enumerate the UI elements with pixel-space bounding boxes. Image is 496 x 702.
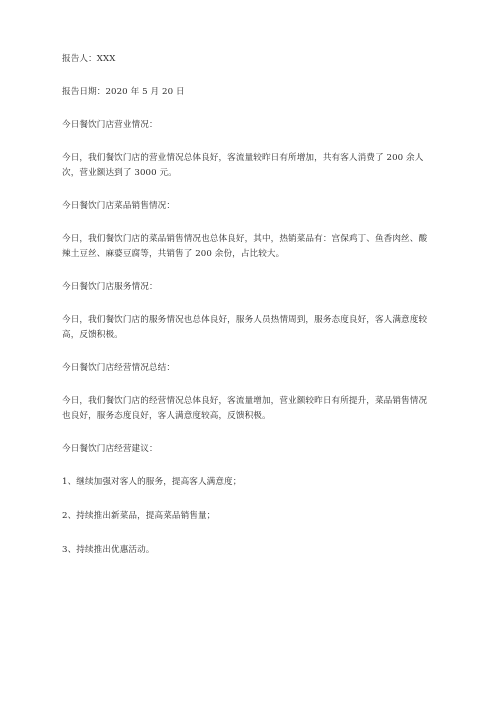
section-heading-service: 今日餐饮门店服务情况： xyxy=(62,282,158,292)
section-heading-dish-sales: 今日餐饮门店菜品销售情况： xyxy=(62,201,176,211)
suggestion-item-3: 3、持续推出优惠活动。 xyxy=(62,545,155,555)
suggestion-item-2: 2、持续推出新菜品，提高菜品销售量； xyxy=(62,511,216,521)
section-heading-suggestions: 今日餐饮门店经营建议： xyxy=(62,444,158,454)
report-date-line: 报告日期：2020 年 5 月 20 日 xyxy=(62,87,185,97)
section-heading-summary: 今日餐饮门店经营情况总结： xyxy=(62,363,176,373)
section-heading-business: 今日餐饮门店营业情况： xyxy=(62,120,158,130)
report-document xyxy=(62,52,434,558)
reporter-line: 报告人：XXX xyxy=(62,54,116,64)
suggestion-item-1: 1、继续加强对客人的服务，提高客人满意度； xyxy=(62,477,242,487)
section-body-dish-sales: 今日，我们餐饮门店的菜品销售情况也总体良好，其中，热销菜品有：宫保鸡丁、鱼香肉丝、酸辣土豆丝、麻婆豆腐等，共销售了 200 余份，占比较大。 xyxy=(62,234,428,259)
section-body-service: 今日，我们餐饮门店的服务情况也总体良好，服务人员热情周到，服务态度良好，客人满意度较高，反馈积极。 xyxy=(62,315,428,340)
section-body-business: 今日，我们餐饮门店的营业情况总体良好，客流量较昨日有所增加，共有客人消费了 200 余人次，营业额达到了 3000 元。 xyxy=(62,153,424,178)
section-body-summary: 今日，我们餐饮门店的经营情况总体良好，客流量增加，营业额较昨日有所提升，菜品销售情况也良好，服务态度良好，客人满意度较高，反馈积极。 xyxy=(62,396,428,421)
